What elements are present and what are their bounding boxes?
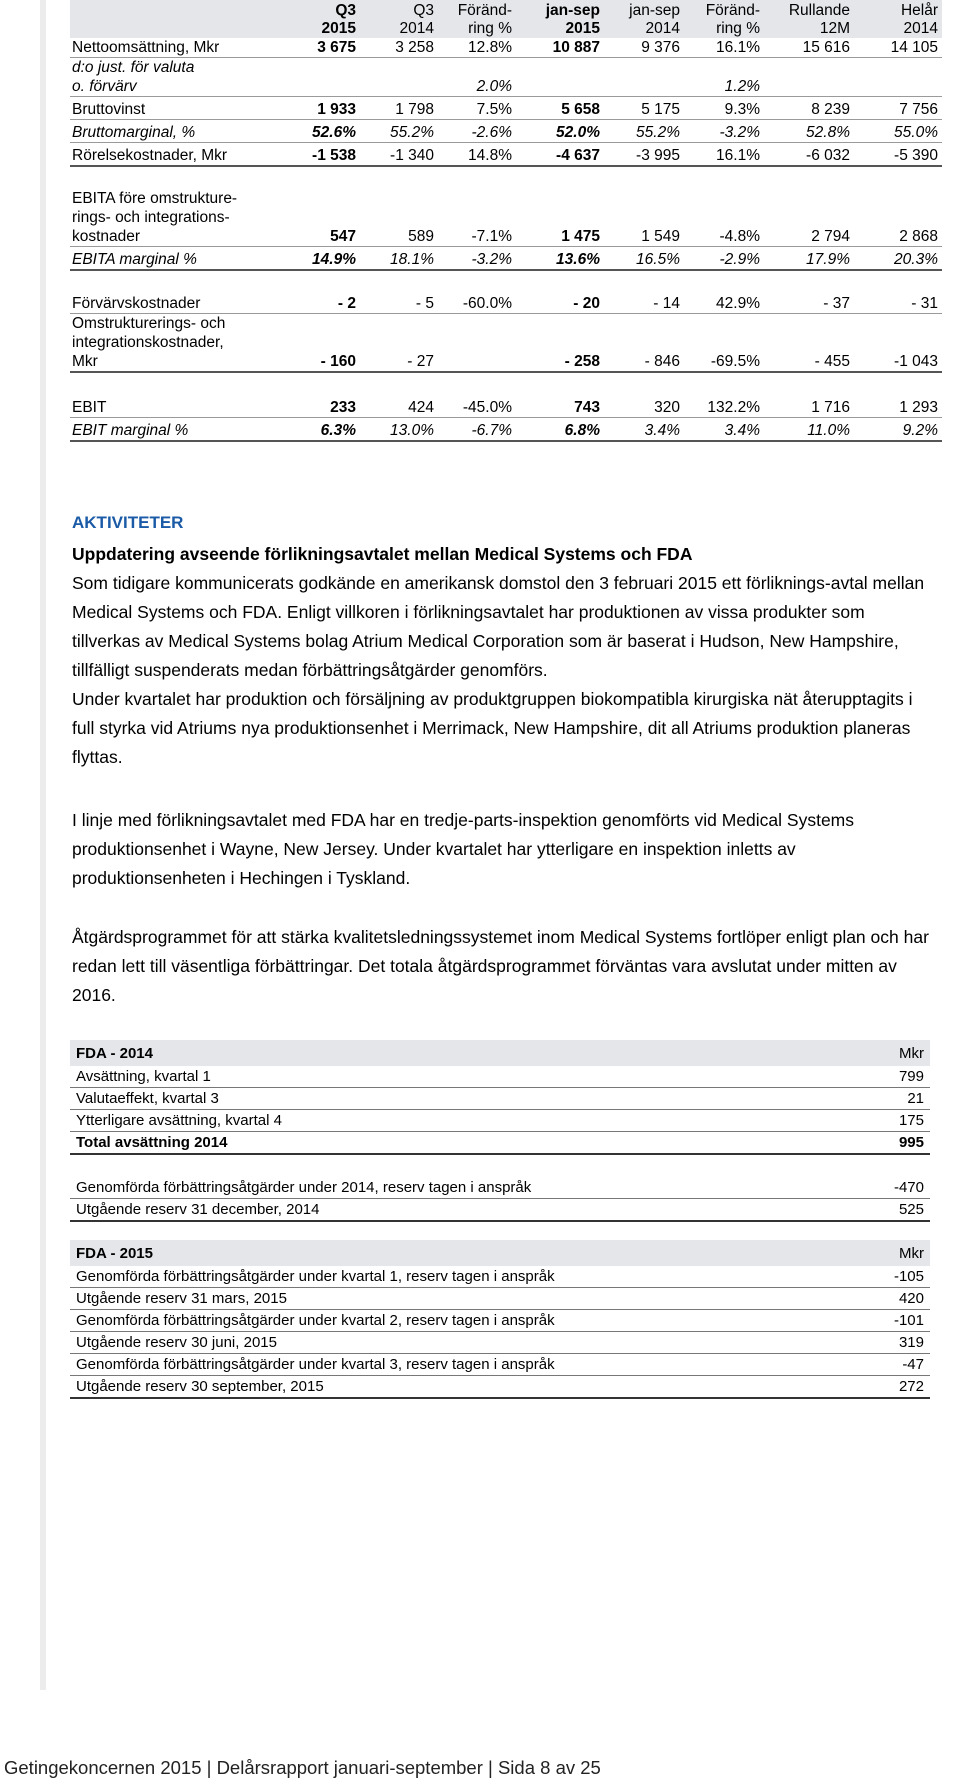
left-margin-rule (40, 0, 46, 1690)
financial-summary-table (70, 0, 942, 442)
fda-2015-table (70, 1240, 930, 1399)
col-header-rolling-12m: Rullande 12M (764, 0, 854, 38)
row-forvarvskostnader: Förvärvskostnader - 2 - 5 -60.0% - 20 - 14 42.9% - 37 - 31 (70, 291, 942, 314)
paragraph-4-block (72, 923, 932, 1010)
table-row: Ytterligare avsättning, kvartal 4 175 (70, 1110, 930, 1132)
table-row: Genomförda förbättringsåtgärder under kvartal 1, reserv tagen i anspråk -105 (70, 1266, 930, 1288)
row-ebita: kostnader 547 589 -7.1% 1 475 1 549 -4.8% 2 794 2 868 (70, 227, 942, 247)
section-title: AKTIVITETER (72, 513, 184, 532)
row-omstr-label-1: Omstrukturerings- och (72, 315, 226, 332)
col-header-jansep-2015: jan-sep 2015 (516, 0, 604, 38)
row-ebita-label-2: rings- och integrations- (72, 209, 230, 226)
fda-2015-header: FDA - 2015 Mkr (70, 1240, 930, 1266)
col-header-fullyear-2014: Helår 2014 (854, 0, 942, 38)
fda-2014-total-row: Total avsättning 2014 995 (70, 1132, 930, 1155)
paragraph-1: Som tidigare kommunicerats godkände en amerikansk domstol den 3 februari 2015 ett förliknings-avtal mellan Medical Systems och FDA. Enligt villkoren i förlikningsavtalet har produktionen av vissa produkter som tillverkas av Medical Systems bolag Atrium Medical Corporation som är baserat i Hudson, New Hampshire, tillfälligt suspenderats medan förbättringsåtgärder genomförs. (72, 573, 925, 680)
table-row: Utgående reserv 30 juni, 2015 319 (70, 1332, 930, 1354)
col-header-jansep-2014: jan-sep 2014 (604, 0, 684, 38)
col-header-change-ytd: Föränd- ring % (684, 0, 764, 38)
row-rorelsekostnader: Rörelsekostnader, Mkr -1 538 -1 340 14.8% -4 637 -3 995 16.1% -6 032 -5 390 (70, 143, 942, 167)
table-row: Genomförda förbättringsåtgärder under kvartal 3, reserv tagen i anspråk -47 (70, 1354, 930, 1376)
row-ebit-marginal: EBIT marginal % 6.3% 13.0% -6.7% 6.8% 3.4% 3.4% 11.0% 9.2% (70, 418, 942, 442)
row-bruttomarginal: Bruttomarginal, % 52.6% 55.2% -2.6% 52.0% 55.2% -3.2% 52.8% 55.0% (70, 120, 942, 143)
section-body (72, 540, 932, 772)
col-header-q3-2015: Q3 2015 (280, 0, 360, 38)
row-ebit: EBIT 233 424 -45.0% 743 320 132.2% 1 716 1 293 (70, 395, 942, 418)
table-row: Genomförda förbättringsåtgärder under kvartal 2, reserv tagen i anspråk -101 (70, 1310, 930, 1332)
table-row: Avsättning, kvartal 1 799 (70, 1066, 930, 1088)
table-row: Utgående reserv 31 mars, 2015 420 (70, 1288, 930, 1310)
fda-2014-header: FDA - 2014 Mkr (70, 1040, 930, 1066)
table-row: Valutaeffekt, kvartal 3 21 (70, 1088, 930, 1110)
row-bruttovinst: Bruttovinst 1 933 1 798 7.5% 5 658 5 175 9.3% 8 239 7 756 (70, 97, 942, 120)
row-valuta-label: d:o just. för valuta (72, 59, 195, 76)
row-omstruktureringskostnader: Mkr - 160 - 27 - 258 - 846 -69.5% - 455 -1 043 (70, 352, 942, 372)
row-nettoomsattning: Nettoomsättning, Mkr 3 675 3 258 12.8% 10 887 9 376 16.1% 15 616 14 105 (70, 38, 942, 58)
table-row: Genomförda förbättringsåtgärder under 2014, reserv tagen i anspråk -470 (70, 1177, 930, 1199)
col-header-q3-2014: Q3 2014 (360, 0, 438, 38)
table-row: Utgående reserv 31 december, 2014 525 (70, 1199, 930, 1222)
paragraph-4: Åtgärdsprogrammet för att stärka kvalitetsledningssystemet inom Medical Systems fortlöper enligt plan och har redan lett till väsentliga förbättringar. Det totala åtgärdsprogrammet förväntas vara avslutat under mitten av 2016. (72, 927, 929, 1005)
row-ebita-label-1: EBITA före omstrukture- (72, 190, 238, 207)
paragraph-3: I linje med förlikningsavtalet med FDA har en tredje-parts-inspektion genomförts vid Medical Systems produktionsenhet i Wayne, New Jersey. Under kvartalet har ytterligare en inspektion inletts av produktionsenheten i Hechingen i Tyskland. (72, 810, 855, 888)
col-header-change-q: Föränd- ring % (438, 0, 516, 38)
subheading: Uppdatering avseende förlikningsavtalet mellan Medical Systems och FDA (72, 544, 693, 564)
table-header-row (70, 0, 942, 38)
paragraph-3-block (72, 806, 932, 893)
page-footer: Getingekoncernen 2015 | Delårsrapport januari-september | Sida 8 av 25 (4, 1757, 601, 1778)
paragraph-2: Under kvartalet har produktion och försäljning av produktgruppen biokompatibla kirurgiska nät återupptagits i full styrka vid Atriums nya produktionsenhet i Merrimack, New Hampshire, dit all Atriums produktion planeras flyttas. (72, 689, 913, 767)
table-row: Utgående reserv 30 september, 2015 272 (70, 1376, 930, 1399)
row-ebita-marginal: EBITA marginal % 14.9% 18.1% -3.2% 13.6% 16.5% -2.9% 17.9% 20.3% (70, 247, 942, 271)
row-omstr-label-2: integrationskostnader, (72, 334, 224, 351)
row-valuta: o. förvärv 2.0% 1.2% (70, 77, 942, 97)
fda-2014-table (70, 1040, 930, 1222)
